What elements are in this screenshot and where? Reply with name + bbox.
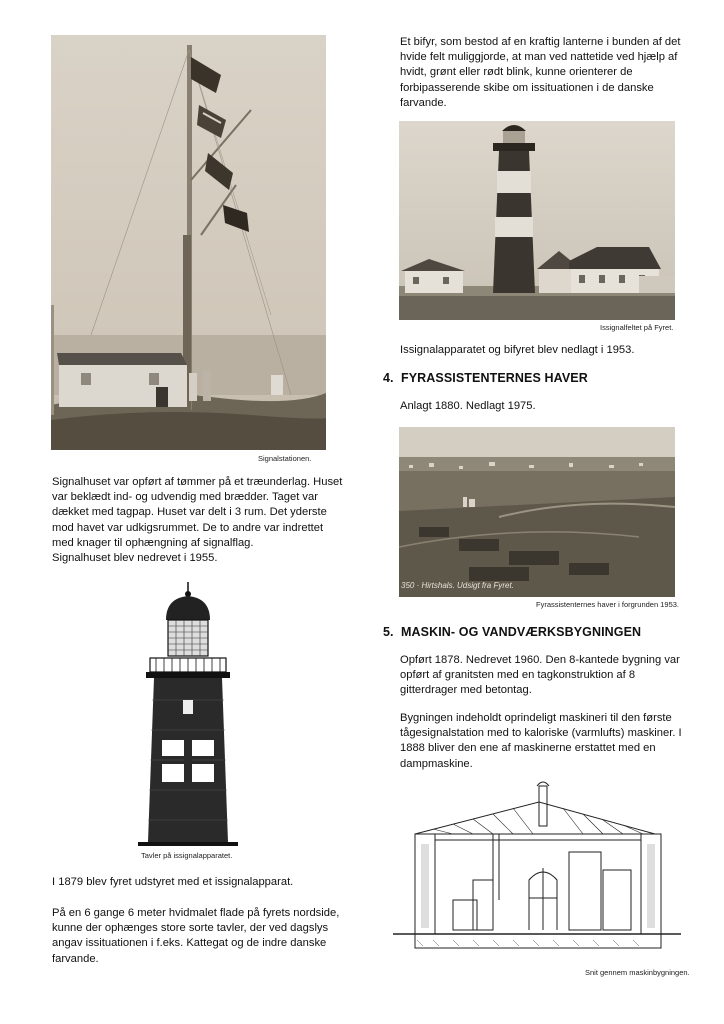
auxiliary-light-paragraph: Et bifyr, som bestod af en kraftig lanterne i bunden af det hvide felt muliggjorde, at man ved nattetide ved hjælp af hvidt, grønt eller rødt blink, kunne orienterer de forbipasserende skibe om issituationen i de danske farvande. bbox=[400, 36, 681, 109]
ice-signal-field-caption: Issignalfeltet på Fyret. bbox=[600, 323, 674, 332]
section-4-number: 4. bbox=[383, 371, 394, 385]
gardens-caption: Fyrassistenternes haver i forgrunden 1953. bbox=[536, 600, 679, 609]
ice-signal-paragraph: I 1879 blev fyret udstyret med et issignalapparat. bbox=[52, 876, 294, 888]
section-5-text-1: Opført 1878. Nedrevet 1960. Den 8-kantede bygning var opført af granitsten med en tagkonstruktion af 8 gitterdrager med betontag. bbox=[400, 654, 680, 697]
ice-signal-field-photo bbox=[399, 121, 675, 320]
section-4-text: Anlagt 1880. Nedlagt 1975. bbox=[400, 400, 536, 412]
signal-house-paragraph: Signalhuset var opført af tømmer på et træunderlag. Huset var beklædt ind- og udvendig med brædder. Taget var dækket med tagpap. Huset var delt i 3 rum. Det yderste mod havet var udkigsrummet. De to andre var indrettet med knager til ophængning af signalflag. Signalhuset blev nedrevet i 1955. bbox=[52, 476, 343, 565]
section-5-text-2: Bygningen indeholdt oprindeligt maskineri til den første tågesignalstation med to kaloriske (varmlufts) maskiner. I 1888 bliver den ene af maskinerne erstattet med en dampmaskine. bbox=[400, 712, 682, 770]
signal-station-photo bbox=[51, 35, 326, 450]
photo-inscription: 350 · Hirtshals. Udsigt fra Fyret. bbox=[401, 581, 514, 590]
machine-building-drawing bbox=[393, 780, 681, 956]
gardens-aerial-photo bbox=[399, 427, 675, 597]
section-4-heading bbox=[383, 371, 588, 385]
signal-station-caption: Signalstationen. bbox=[258, 454, 312, 463]
section-4-title: FYRASSISTENTERNES HAVER bbox=[401, 371, 588, 385]
section-5-heading bbox=[383, 625, 641, 639]
lighthouse-drawing-caption: Tavler på issignalapparatet. bbox=[141, 851, 233, 860]
discontinued-paragraph: Issignalapparatet og bifyret blev nedlagt i 1953. bbox=[400, 344, 635, 356]
section-5-title: MASKIN- OG VANDVÆRKSBYGNINGEN bbox=[401, 625, 642, 639]
lighthouse-drawing bbox=[138, 580, 238, 848]
section-5-number: 5. bbox=[383, 625, 394, 639]
ice-signal-boards-paragraph: På en 6 gange 6 meter hvidmalet flade på fyrets nordside, kunne der ophænges store sorte tavler, der ved dagslys angav issituationen i f.eks. Kattegat og de indre danske farvande. bbox=[52, 907, 340, 965]
machine-building-caption: Snit gennem maskinbygningen. bbox=[585, 968, 690, 977]
